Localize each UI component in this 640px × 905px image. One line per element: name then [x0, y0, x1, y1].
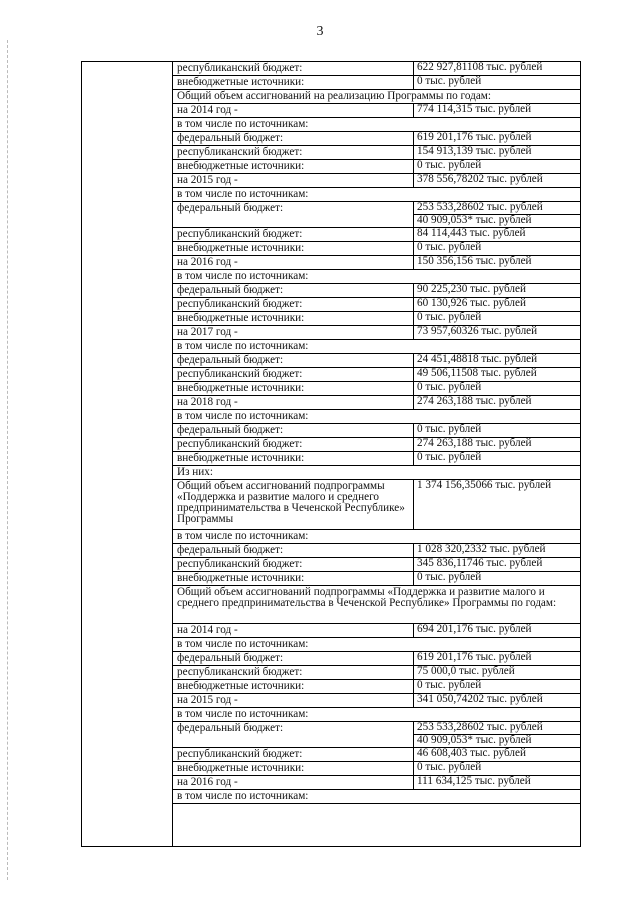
- row-value-cell: [413, 284, 580, 297]
- table-row: [173, 90, 580, 104]
- row-value: 111 634,125 тыс. рублей: [417, 775, 531, 787]
- row-value-cell: [413, 228, 580, 241]
- row-value: 0 тыс. рублей: [417, 311, 482, 323]
- row-label: федеральный бюджет:: [177, 722, 284, 734]
- row-value: 694 201,176 тыс. рублей: [417, 623, 532, 635]
- table-row: [173, 748, 580, 762]
- table-row: [173, 680, 580, 694]
- row-value: 0 тыс. рублей: [417, 159, 482, 171]
- row-value: 345 836,11746 тыс. рублей: [417, 557, 543, 569]
- table-row: [173, 326, 580, 340]
- row-label: федеральный бюджет:: [177, 354, 284, 366]
- table-row: [173, 256, 580, 270]
- row-value: 619 201,176 тыс. рублей: [417, 131, 532, 143]
- row-value-cell: [413, 368, 580, 381]
- row-label: внебюджетные источники:: [177, 76, 305, 88]
- row-value-cell: [413, 438, 580, 451]
- row-value-cell: [413, 354, 580, 367]
- page-number: 3: [316, 24, 324, 39]
- row-value: 60 130,926 тыс. рублей: [417, 297, 526, 309]
- table-rows: [173, 62, 580, 804]
- row-label: на 2014 год -: [177, 104, 238, 116]
- table-row: [173, 694, 580, 708]
- row-value-cell: [413, 762, 580, 775]
- row-label: внебюджетные источники:: [177, 572, 305, 584]
- table-row: [173, 354, 580, 368]
- row-label: республиканский бюджет:: [177, 228, 303, 240]
- row-label: внебюджетные источники:: [177, 382, 305, 394]
- row-value: 24 451,48818 тыс. рублей: [417, 353, 538, 365]
- row-value-cell: [413, 480, 580, 529]
- row-label: республиканский бюджет:: [177, 558, 303, 570]
- row-label: в том числе по источникам:: [177, 270, 309, 282]
- row-value: 1 028 320,2332 тыс. рублей: [417, 543, 546, 555]
- row-label: Из них:: [177, 466, 213, 478]
- row-value: 1 374 156,35066 тыс. рублей: [417, 479, 552, 491]
- table-row: [173, 76, 580, 90]
- table-row: [173, 438, 580, 452]
- row-label: в том числе по источникам:: [177, 708, 309, 720]
- table-row: [173, 312, 580, 326]
- table-row: [173, 466, 580, 480]
- table-row: [173, 480, 580, 530]
- table-row: [173, 572, 580, 586]
- row-value: 274 263,188 тыс. рублей: [417, 437, 532, 449]
- row-value-cell: [413, 776, 580, 789]
- row-value-cell: [413, 160, 580, 173]
- table-row: [173, 146, 580, 160]
- row-label: внебюджетные источники:: [177, 762, 305, 774]
- table-row: [173, 652, 580, 666]
- row-value-cell: [413, 680, 580, 693]
- row-value: 150 356,156 тыс. рублей: [417, 255, 532, 267]
- row-value: 0 тыс. рублей: [417, 451, 482, 463]
- table-row: [173, 62, 580, 76]
- row-value-cell: [413, 424, 580, 437]
- row-label: Общий объем ассигнований на реализацию Программы по годам:: [177, 90, 491, 102]
- row-label: внебюджетные источники:: [177, 312, 305, 324]
- row-value: 0 тыс. рублей: [417, 423, 482, 435]
- row-label: в том числе по источникам:: [177, 530, 309, 542]
- table-row: [173, 410, 580, 424]
- row-value-cell: [413, 312, 580, 325]
- table-row: [173, 368, 580, 382]
- row-label: республиканский бюджет:: [177, 146, 303, 158]
- row-label: в том числе по источникам:: [177, 118, 309, 130]
- row-label: на 2016 год -: [177, 256, 238, 268]
- row-label: внебюджетные источники:: [177, 452, 305, 464]
- row-label: республиканский бюджет:: [177, 298, 303, 310]
- table-row: [173, 424, 580, 438]
- table-row: [173, 298, 580, 312]
- table-row: [173, 104, 580, 118]
- row-value-second: 40 909,053* тыс. рублей: [414, 214, 580, 226]
- row-label: в том числе по источникам:: [177, 638, 309, 650]
- row-value-cell: [413, 572, 580, 585]
- row-value-cell: [413, 132, 580, 145]
- row-label: на 2014 год -: [177, 624, 238, 636]
- row-value-cell: [413, 558, 580, 571]
- row-label: республиканский бюджет:: [177, 368, 303, 380]
- table-row: [173, 722, 580, 748]
- row-label: внебюджетные источники:: [177, 680, 305, 692]
- table-row: [173, 638, 580, 652]
- row-value-cell: [413, 104, 580, 117]
- funding-table: [81, 61, 581, 847]
- row-label: на 2018 год -: [177, 396, 238, 408]
- table-row: [173, 132, 580, 146]
- table-row: [173, 160, 580, 174]
- row-value: 46 608,403 тыс. рублей: [417, 747, 526, 759]
- row-label: в том числе по источникам:: [177, 790, 309, 802]
- row-value: 619 201,176 тыс. рублей: [417, 651, 532, 663]
- row-value: 90 225,230 тыс. рублей: [417, 283, 526, 295]
- row-label: внебюджетные источники:: [177, 160, 305, 172]
- table-row: [173, 624, 580, 638]
- table-row: [173, 174, 580, 188]
- table-row: [173, 586, 580, 624]
- row-value-cell: [413, 666, 580, 679]
- table-row: [173, 228, 580, 242]
- row-value: 0 тыс. рублей: [417, 75, 482, 87]
- row-value-cell: [413, 202, 580, 227]
- row-value-cell: [413, 694, 580, 707]
- row-label: республиканский бюджет:: [177, 62, 303, 74]
- row-value: 0 тыс. рублей: [417, 381, 482, 393]
- row-value: 0 тыс. рублей: [417, 241, 482, 253]
- row-value-cell: [413, 624, 580, 637]
- row-label: федеральный бюджет:: [177, 544, 284, 556]
- table-row: [173, 776, 580, 790]
- row-value-cell: [413, 76, 580, 89]
- row-value: 0 тыс. рублей: [417, 571, 482, 583]
- table-row: [173, 762, 580, 776]
- table-row: [173, 340, 580, 354]
- row-value-cell: [413, 652, 580, 665]
- table-row: [173, 544, 580, 558]
- table-row: [173, 558, 580, 572]
- row-value: 253 533,28602 тыс. рублей: [417, 201, 543, 213]
- table-row: [173, 242, 580, 256]
- table-row: [173, 188, 580, 202]
- row-value: 49 506,11508 тыс. рублей: [417, 367, 537, 379]
- table-row: [173, 396, 580, 410]
- row-value-second: 40 909,053* тыс. рублей: [414, 734, 580, 746]
- row-value-cell: [413, 256, 580, 269]
- row-label: на 2016 год -: [177, 776, 238, 788]
- row-value-cell: [413, 146, 580, 159]
- row-value-cell: [413, 396, 580, 409]
- row-label: федеральный бюджет:: [177, 424, 284, 436]
- table-row: [173, 666, 580, 680]
- row-value-cell: [413, 174, 580, 187]
- row-label: республиканский бюджет:: [177, 438, 303, 450]
- row-value: 341 050,74202 тыс. рублей: [417, 693, 543, 705]
- row-label: федеральный бюджет:: [177, 652, 284, 664]
- table-row: [173, 202, 580, 228]
- row-label: на 2015 год -: [177, 694, 238, 706]
- row-label: республиканский бюджет:: [177, 666, 303, 678]
- row-value: 75 000,0 тыс. рублей: [417, 665, 515, 677]
- row-value-cell: [413, 326, 580, 339]
- row-label: федеральный бюджет:: [177, 202, 284, 214]
- row-label: внебюджетные источники:: [177, 242, 305, 254]
- row-label: на 2015 год -: [177, 174, 238, 186]
- row-value-cell: [413, 242, 580, 255]
- table-row: [173, 118, 580, 132]
- row-value: 253 533,28602 тыс. рублей: [417, 721, 543, 733]
- row-value: 0 тыс. рублей: [417, 761, 482, 773]
- table-row: [173, 708, 580, 722]
- table-row: [173, 790, 580, 804]
- table-row: [173, 284, 580, 298]
- row-value: 0 тыс. рублей: [417, 679, 482, 691]
- row-label: федеральный бюджет:: [177, 132, 284, 144]
- table-row: [173, 270, 580, 284]
- row-value-cell: [413, 452, 580, 465]
- table-row: [173, 530, 580, 544]
- row-value: 84 114,443 тыс. рублей: [417, 227, 526, 239]
- row-value: 622 927,81108 тыс. рублей: [417, 61, 543, 73]
- scan-edge: [7, 40, 9, 880]
- table-row: [173, 452, 580, 466]
- row-value: 378 556,78202 тыс. рублей: [417, 173, 543, 185]
- row-value-cell: [413, 62, 580, 75]
- row-label: в том числе по источникам:: [177, 188, 309, 200]
- row-label: республиканский бюджет:: [177, 748, 303, 760]
- row-label: федеральный бюджет:: [177, 284, 284, 296]
- table-row: [173, 382, 580, 396]
- row-label: в том числе по источникам:: [177, 340, 309, 352]
- row-value-cell: [413, 722, 580, 747]
- row-value-cell: [413, 298, 580, 311]
- empty-left-column: [82, 62, 173, 846]
- row-label: Общий объем ассигнований подпрограммы «Поддержка и развитие малого и среднего предпринимательства в Чеченской Республике» Программы по годам:: [177, 586, 557, 609]
- row-value: 154 913,139 тыс. рублей: [417, 145, 532, 157]
- row-label: на 2017 год -: [177, 326, 238, 338]
- row-label: Общий объем ассигнований подпрограммы «Поддержка и развитие малого и среднего предпринимательства в Чеченской Республике» Программы: [177, 480, 405, 525]
- row-value-cell: [413, 544, 580, 557]
- row-value: 73 957,60326 тыс. рублей: [417, 325, 538, 337]
- row-label: в том числе по источникам:: [177, 410, 309, 422]
- row-value-cell: [413, 382, 580, 395]
- row-value-cell: [413, 748, 580, 761]
- row-value: 774 114,315 тыс. рублей: [417, 103, 532, 115]
- row-value: 274 263,188 тыс. рублей: [417, 395, 532, 407]
